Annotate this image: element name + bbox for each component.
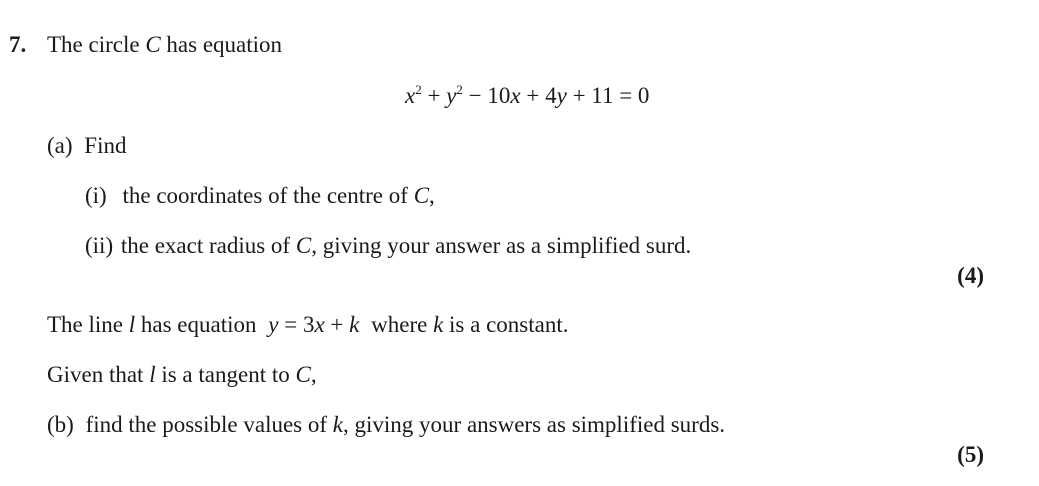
part-a-i: (i) the coordinates of the centre of C, <box>85 183 435 208</box>
circle-equation: $x^2 + y^2 - 10x + 4y + 11 = 0$ <box>405 82 650 108</box>
part-a-heading: (a) Find <box>47 133 127 158</box>
part-a-ii: (ii) the exact radius of C, giving your answer as a simplified surd. <box>85 233 692 258</box>
given-statement: Given that l is a tangent to C, <box>47 362 317 387</box>
line-statement: The line l has equation y = 3x + k where k is a constant. <box>47 312 569 337</box>
question-number: 7. <box>9 32 27 57</box>
question-intro: The circle C has equation <box>47 32 283 57</box>
part-a-marks: (4) <box>957 263 984 288</box>
part-b: (b) find the possible values of k, giving your answers as simplified surds. <box>47 412 726 437</box>
part-b-marks: (5) <box>957 442 984 467</box>
